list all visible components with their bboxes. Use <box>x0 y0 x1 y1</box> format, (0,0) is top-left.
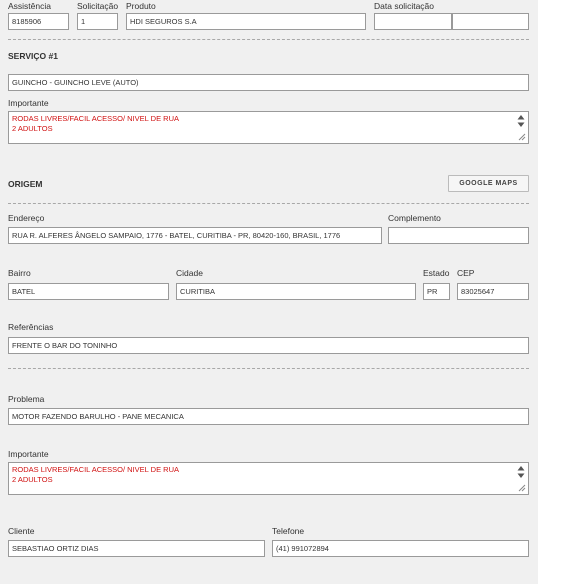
endereco-label: Endereço <box>8 213 45 223</box>
divider <box>8 368 529 369</box>
bairro-label: Bairro <box>8 268 31 278</box>
produto-label: Produto <box>126 1 156 11</box>
data-solicitacao-label: Data solicitação <box>374 1 435 11</box>
problema-field[interactable]: MOTOR FAZENDO BARULHO - PANE MECANICA <box>8 408 529 425</box>
problema-label: Problema <box>8 394 45 404</box>
data-solicitacao-time-field[interactable] <box>452 13 529 30</box>
problema-importante-label: Importante <box>8 449 49 459</box>
solicitacao-label: Solicitação <box>77 1 119 11</box>
up-down-arrows-icon[interactable] <box>517 114 525 128</box>
cliente-field[interactable]: SEBASTIAO ORTIZ DIAS <box>8 540 265 557</box>
complemento-label: Complemento <box>388 213 441 223</box>
resize-grip-icon[interactable] <box>518 484 526 492</box>
complemento-field[interactable] <box>388 227 529 244</box>
problema-importante-line-1: RODAS LIVRES/FACIL ACESSO/ NIVEL DE RUA <box>12 465 179 474</box>
cidade-field[interactable]: CURITIBA <box>176 283 416 300</box>
servico-importante-label: Importante <box>8 98 49 108</box>
solicitacao-field[interactable]: 1 <box>77 13 118 30</box>
up-down-arrows-icon[interactable] <box>517 465 525 479</box>
telefone-label: Telefone <box>272 526 305 536</box>
right-gutter <box>538 0 561 584</box>
divider <box>8 203 529 204</box>
resize-grip-icon[interactable] <box>518 133 526 141</box>
produto-field[interactable]: HDI SEGUROS S.A <box>126 13 366 30</box>
data-solicitacao-date-field[interactable] <box>374 13 452 30</box>
servico-importante-line-2: 2 ADULTOS <box>12 124 53 133</box>
bairro-field[interactable]: BATEL <box>8 283 169 300</box>
referencias-label: Referências <box>8 322 54 332</box>
cidade-label: Cidade <box>176 268 203 278</box>
cliente-label: Cliente <box>8 526 35 536</box>
google-maps-button[interactable]: GOOGLE MAPS <box>448 175 529 192</box>
cep-label: CEP <box>457 268 475 278</box>
referencias-field[interactable]: FRENTE O BAR DO TONINHO <box>8 337 529 354</box>
servico-importante-textarea[interactable] <box>8 111 529 144</box>
origem-title: ORIGEM <box>8 179 43 189</box>
telefone-field[interactable]: (41) 991072894 <box>272 540 529 557</box>
endereco-field[interactable]: RUA R. ALFERES ÂNGELO SAMPAIO, 1776 - BATEL, CURITIBA - PR, 80420-160, BRASIL, 1776 <box>8 227 382 244</box>
assistencia-field[interactable]: 8185906 <box>8 13 69 30</box>
servico-title: SERVIÇO #1 <box>8 51 58 61</box>
estado-field[interactable]: PR <box>423 283 450 300</box>
problema-importante-textarea[interactable] <box>8 462 529 495</box>
assistencia-label: Assistência <box>8 1 51 11</box>
problema-importante-line-2: 2 ADULTOS <box>12 475 53 484</box>
estado-label: Estado <box>423 268 450 278</box>
servico-importante-line-1: RODAS LIVRES/FACIL ACESSO/ NIVEL DE RUA <box>12 114 179 123</box>
divider <box>8 39 529 40</box>
cep-field[interactable]: 83025647 <box>457 283 529 300</box>
servico-tipo-field[interactable]: GUINCHO - GUINCHO LEVE (AUTO) <box>8 74 529 91</box>
